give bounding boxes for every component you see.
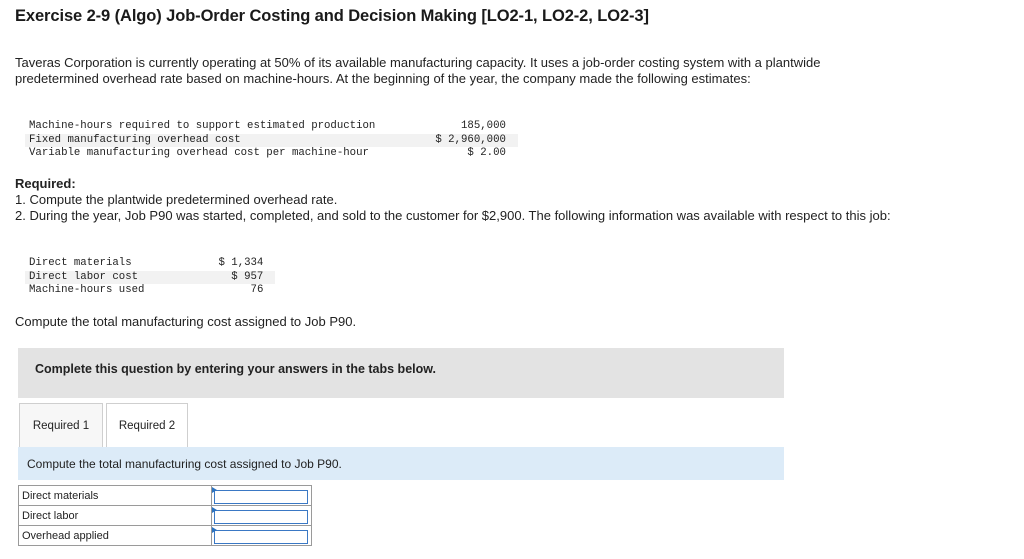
estimate-value: $ 2,960,000 [379, 134, 518, 148]
required-item-1: 1. Compute the plantwide predetermined overhead rate. [15, 192, 338, 207]
answer-cell [212, 526, 312, 546]
answer-cell [212, 506, 312, 526]
direct-labor-input[interactable] [214, 510, 308, 524]
tab-instruction-bar [18, 447, 784, 480]
table-row [25, 134, 518, 148]
required-heading: Required: [15, 176, 76, 191]
banner-text: Complete this question by entering your answers in the tabs below. [35, 362, 436, 376]
required-item-2: 2. During the year, Job P90 was started, completed, and sold to the customer for $2,900. The following information was available with respect to this job: [15, 208, 891, 223]
job-value: $ 1,334 [218, 257, 264, 269]
job-info-table [25, 257, 275, 298]
answer-cell [212, 486, 312, 506]
estimate-label: Fixed manufacturing overhead cost [25, 134, 379, 148]
required-section [15, 176, 915, 224]
input-marker-icon [212, 507, 217, 513]
answer-table [18, 485, 312, 546]
answer-label: Overhead applied [19, 526, 212, 546]
estimates-table [25, 120, 518, 161]
estimate-value: $ 2.00 [467, 147, 506, 159]
direct-materials-input[interactable] [214, 490, 308, 504]
table-row [25, 257, 275, 271]
job-value: $ 957 [148, 271, 275, 285]
answer-label: Direct labor [19, 506, 212, 526]
exercise-title: Exercise 2-9 (Algo) Job-Order Costing and Decision Making [LO2-1, LO2-2, LO2-3] [15, 7, 649, 25]
table-row [19, 506, 312, 526]
input-marker-icon [212, 527, 217, 533]
overhead-applied-input[interactable] [214, 530, 308, 544]
table-row [19, 486, 312, 506]
answer-label: Direct materials [19, 486, 212, 506]
tab-required-2[interactable]: Required 2 [106, 403, 188, 448]
tab-required-1[interactable]: Required 1 [19, 403, 103, 448]
table-row [25, 271, 275, 285]
job-label: Machine-hours used [29, 284, 145, 296]
estimate-value: 185,000 [461, 120, 506, 132]
instructions-banner [18, 348, 784, 398]
job-label: Direct labor cost [25, 271, 148, 285]
table-row [25, 147, 518, 161]
estimate-label: Variable manufacturing overhead cost per machine-hour [29, 147, 369, 159]
estimate-label: Machine-hours required to support estimated production [29, 120, 376, 132]
table-row [19, 526, 312, 546]
input-marker-icon [212, 487, 217, 493]
table-row [25, 120, 518, 134]
job-value: 76 [250, 284, 264, 296]
job-label: Direct materials [29, 257, 132, 269]
compute-instruction: Compute the total manufacturing cost assigned to Job P90. [15, 314, 357, 329]
tab-instruction-text: Compute the total manufacturing cost assigned to Job P90. [27, 457, 342, 471]
table-row [25, 284, 275, 298]
intro-paragraph: Taveras Corporation is currently operating at 50% of its available manufacturing capacity. It uses a job-order costing system with a plantwide predetermined overhead rate based on machine-hours. At the beginning of the year, the company made the following estimates: [15, 55, 821, 86]
